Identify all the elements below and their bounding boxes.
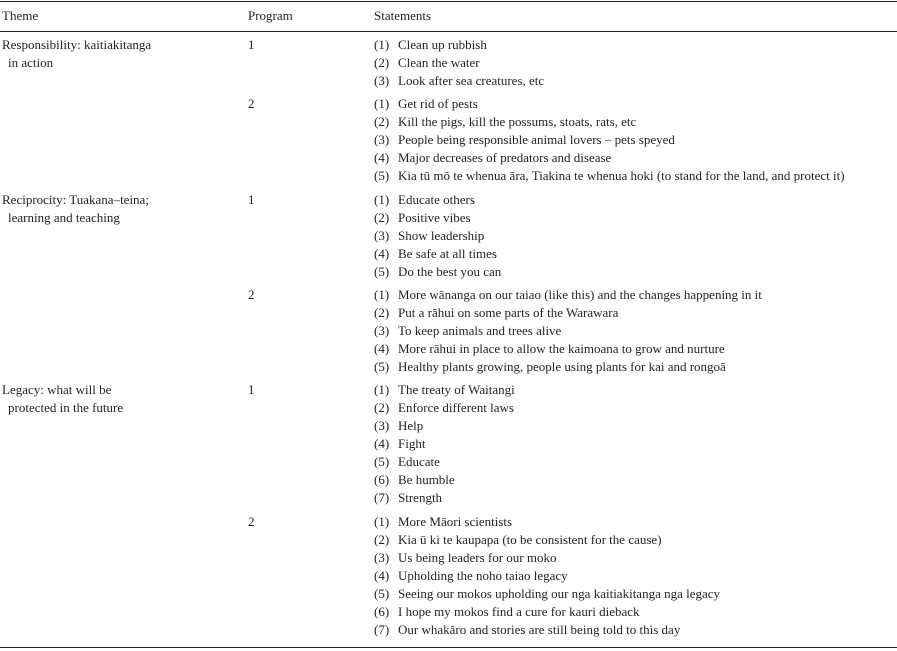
statement-item <box>374 209 501 227</box>
theme-line: Responsibility: kaitiakitanga <box>2 37 152 52</box>
statement-number: (5) <box>374 454 390 469</box>
statement-text: Major decreases of predators and disease <box>398 150 612 165</box>
statement-item <box>374 453 515 471</box>
statement-item <box>374 531 720 549</box>
statement-item <box>374 113 845 131</box>
statement-text: Kia tū mō te whenua āra, Tiakina te whenua hoki (to stand for the land, and protect it) <box>398 168 845 183</box>
statement-text: Our whakāro and stories are still being told to this day <box>398 622 681 637</box>
statement-number: (3) <box>374 228 390 243</box>
statement-text: Us being leaders for our moko <box>398 550 557 565</box>
statement-number: (4) <box>374 246 390 261</box>
statement-item <box>374 191 501 209</box>
statement-number: (4) <box>374 436 390 451</box>
program-number: 2 <box>248 514 255 529</box>
statement-item <box>374 585 720 603</box>
statement-number: (3) <box>374 132 390 147</box>
program-number: 2 <box>248 96 255 111</box>
statement-text: Show leadership <box>398 228 485 243</box>
program-number: 2 <box>248 287 255 302</box>
statement-item <box>374 549 720 567</box>
statement-item <box>374 131 845 149</box>
statement-number: (1) <box>374 96 390 111</box>
statement-list <box>374 381 515 507</box>
statement-text: The treaty of Waitangi <box>398 382 515 397</box>
statement-text: More rāhui in place to allow the kaimoana to grow and nurture <box>398 341 725 356</box>
statement-item <box>374 358 762 376</box>
statement-item <box>374 340 762 358</box>
statement-text: More Māori scientists <box>398 514 513 529</box>
header-theme: Theme <box>2 8 39 23</box>
program-number: 1 <box>248 382 255 397</box>
statement-text: Clean the water <box>398 55 480 70</box>
theme-responsibility <box>2 36 151 72</box>
header-statements: Statements <box>374 8 432 23</box>
statement-text: Do the best you can <box>398 264 502 279</box>
statement-text: Clean up rubbish <box>398 37 487 52</box>
statement-number: (1) <box>374 514 390 529</box>
theme-legacy <box>2 381 123 417</box>
statement-list <box>374 95 845 185</box>
statement-item <box>374 513 720 531</box>
statement-number: (3) <box>374 418 390 433</box>
statement-text: To keep animals and trees alive <box>398 323 562 338</box>
statement-text: Healthy plants growing, people using plants for kai and rongoā <box>398 359 726 374</box>
statement-text: Help <box>398 418 424 433</box>
statement-number: (1) <box>374 382 390 397</box>
statement-item <box>374 417 515 435</box>
header-program: Program <box>248 8 293 23</box>
statement-text: Kia ū ki te kaupapa (to be consistent for the cause) <box>398 532 662 547</box>
statement-item <box>374 36 544 54</box>
statement-number: (2) <box>374 400 390 415</box>
statement-item <box>374 72 544 90</box>
statement-number: (3) <box>374 323 390 338</box>
theme-line: protected in the future <box>8 400 124 415</box>
statement-text: Put a rāhui on some parts of the Warawara <box>398 305 619 320</box>
statement-item <box>374 381 515 399</box>
statement-item <box>374 399 515 417</box>
program-number: 1 <box>248 37 255 52</box>
statement-number: (3) <box>374 73 390 88</box>
table-top-rule <box>0 1 897 2</box>
statement-number: (6) <box>374 472 390 487</box>
statement-item <box>374 95 845 113</box>
statement-text: Upholding the noho taiao legacy <box>398 568 568 583</box>
statement-item <box>374 489 515 507</box>
statement-number: (7) <box>374 490 390 505</box>
statement-text: More wānanga on our taiao (like this) and the changes happening in it <box>398 287 762 302</box>
statement-number: (7) <box>374 622 390 637</box>
statement-number: (5) <box>374 264 390 279</box>
statement-list <box>374 191 501 281</box>
statement-text: Be safe at all times <box>398 246 497 261</box>
statement-number: (4) <box>374 150 390 165</box>
statement-number: (2) <box>374 210 390 225</box>
statement-number: (4) <box>374 341 390 356</box>
statement-item <box>374 567 720 585</box>
statement-item <box>374 286 762 304</box>
statement-number: (1) <box>374 192 390 207</box>
statement-item <box>374 263 501 281</box>
statement-text: Strength <box>398 490 443 505</box>
statement-number: (2) <box>374 114 390 129</box>
theme-line: Reciprocity: Tuakana–teina; <box>2 192 149 207</box>
statement-text: I hope my mokos find a cure for kauri dieback <box>398 604 640 619</box>
statement-text: Seeing our mokos upholding our nga kaitiakitanga nga legacy <box>398 586 721 601</box>
statement-text: Get rid of pests <box>398 96 478 111</box>
statement-number: (6) <box>374 604 390 619</box>
header-rule <box>0 31 897 32</box>
statement-number: (3) <box>374 550 390 565</box>
statement-text: Be humble <box>398 472 455 487</box>
statement-text: Educate <box>398 454 440 469</box>
statement-item <box>374 227 501 245</box>
table-bottom-rule <box>0 647 897 648</box>
statement-number: (5) <box>374 586 390 601</box>
statement-number: (1) <box>374 37 390 52</box>
statement-number: (4) <box>374 568 390 583</box>
statement-number: (2) <box>374 55 390 70</box>
statement-number: (1) <box>374 287 390 302</box>
statement-number: (5) <box>374 168 390 183</box>
statement-item <box>374 435 515 453</box>
statement-item <box>374 54 544 72</box>
statement-item <box>374 322 762 340</box>
statement-item <box>374 149 845 167</box>
statement-list <box>374 286 762 376</box>
theme-line: Legacy: what will be <box>2 382 112 397</box>
program-number: 1 <box>248 192 255 207</box>
theme-reciprocity <box>2 191 149 227</box>
statement-item <box>374 621 720 639</box>
statement-text: Kill the pigs, kill the possums, stoats, rats, etc <box>398 114 637 129</box>
statement-number: (2) <box>374 305 390 320</box>
statement-item <box>374 167 845 185</box>
statement-number: (2) <box>374 532 390 547</box>
statement-item <box>374 603 720 621</box>
statement-text: Look after sea creatures, etc <box>398 73 545 88</box>
statement-text: Positive vibes <box>398 210 471 225</box>
statement-item <box>374 304 762 322</box>
statement-text: Fight <box>398 436 426 451</box>
statement-item <box>374 245 501 263</box>
statement-number: (5) <box>374 359 390 374</box>
statement-list <box>374 36 544 90</box>
statement-item <box>374 471 515 489</box>
statement-text: People being responsible animal lovers – pets speyed <box>398 132 675 147</box>
theme-line: learning and teaching <box>8 210 120 225</box>
theme-line: in action <box>8 55 54 70</box>
statement-text: Enforce different laws <box>398 400 514 415</box>
statement-text: Educate others <box>398 192 475 207</box>
statement-list <box>374 513 720 639</box>
